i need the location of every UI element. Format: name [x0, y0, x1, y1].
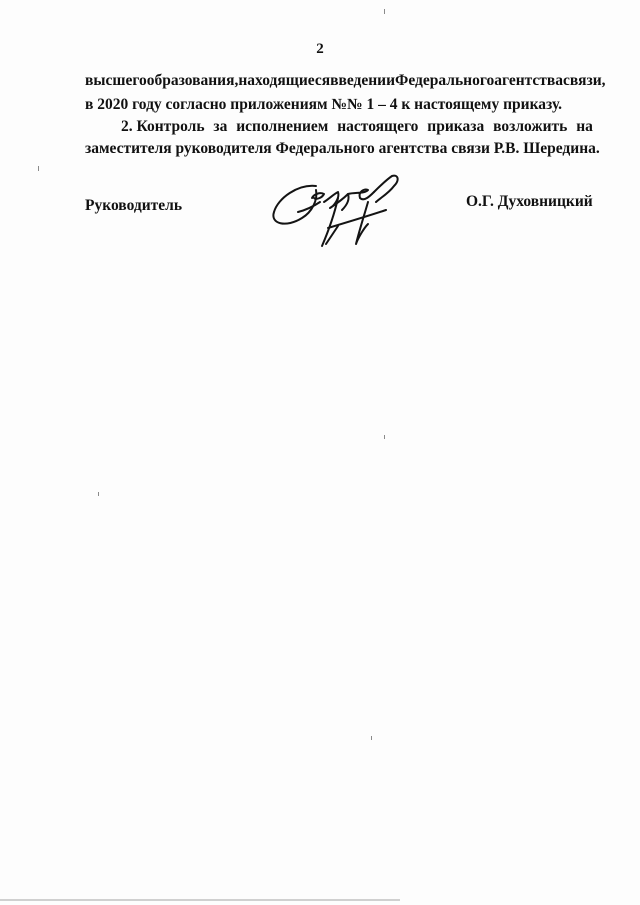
scan-speck: [38, 166, 39, 171]
word: ведении: [338, 72, 396, 89]
word: на: [576, 118, 593, 135]
word: агентства: [494, 72, 564, 89]
handwritten-signature: [268, 168, 418, 258]
word: приказа: [427, 118, 485, 135]
word: настоящего: [337, 118, 419, 135]
word: возложить: [493, 118, 568, 135]
paragraph-2-line-1: [121, 118, 593, 136]
word: за: [213, 118, 228, 135]
paragraph-1-line-1: [85, 72, 606, 90]
signatory-title: Руководитель: [85, 197, 183, 214]
scan-speck: [371, 736, 372, 740]
scan-edge: [0, 899, 400, 901]
paragraph-2-line-2: заместителя руководителя Федерального агентства связи Р.В. Шередина.: [85, 140, 600, 157]
signatory-name: О.Г. Духовницкий: [466, 193, 593, 210]
scan-speck: [384, 9, 385, 14]
word: находящиеся: [238, 72, 331, 89]
word: образования,: [146, 72, 239, 89]
page-number: 2: [316, 41, 324, 57]
scan-speck: [98, 492, 99, 496]
word: Федерального: [395, 72, 495, 89]
word: исполнением: [236, 118, 329, 135]
word: высшего: [85, 72, 147, 89]
word: 2. Контроль: [121, 118, 205, 135]
scan-speck: [384, 435, 385, 439]
paragraph-1-line-2: в 2020 году согласно приложениям №№ 1 – 4 к настоящему приказу.: [85, 96, 563, 113]
word: в: [330, 72, 339, 89]
word: связи,: [563, 72, 606, 89]
